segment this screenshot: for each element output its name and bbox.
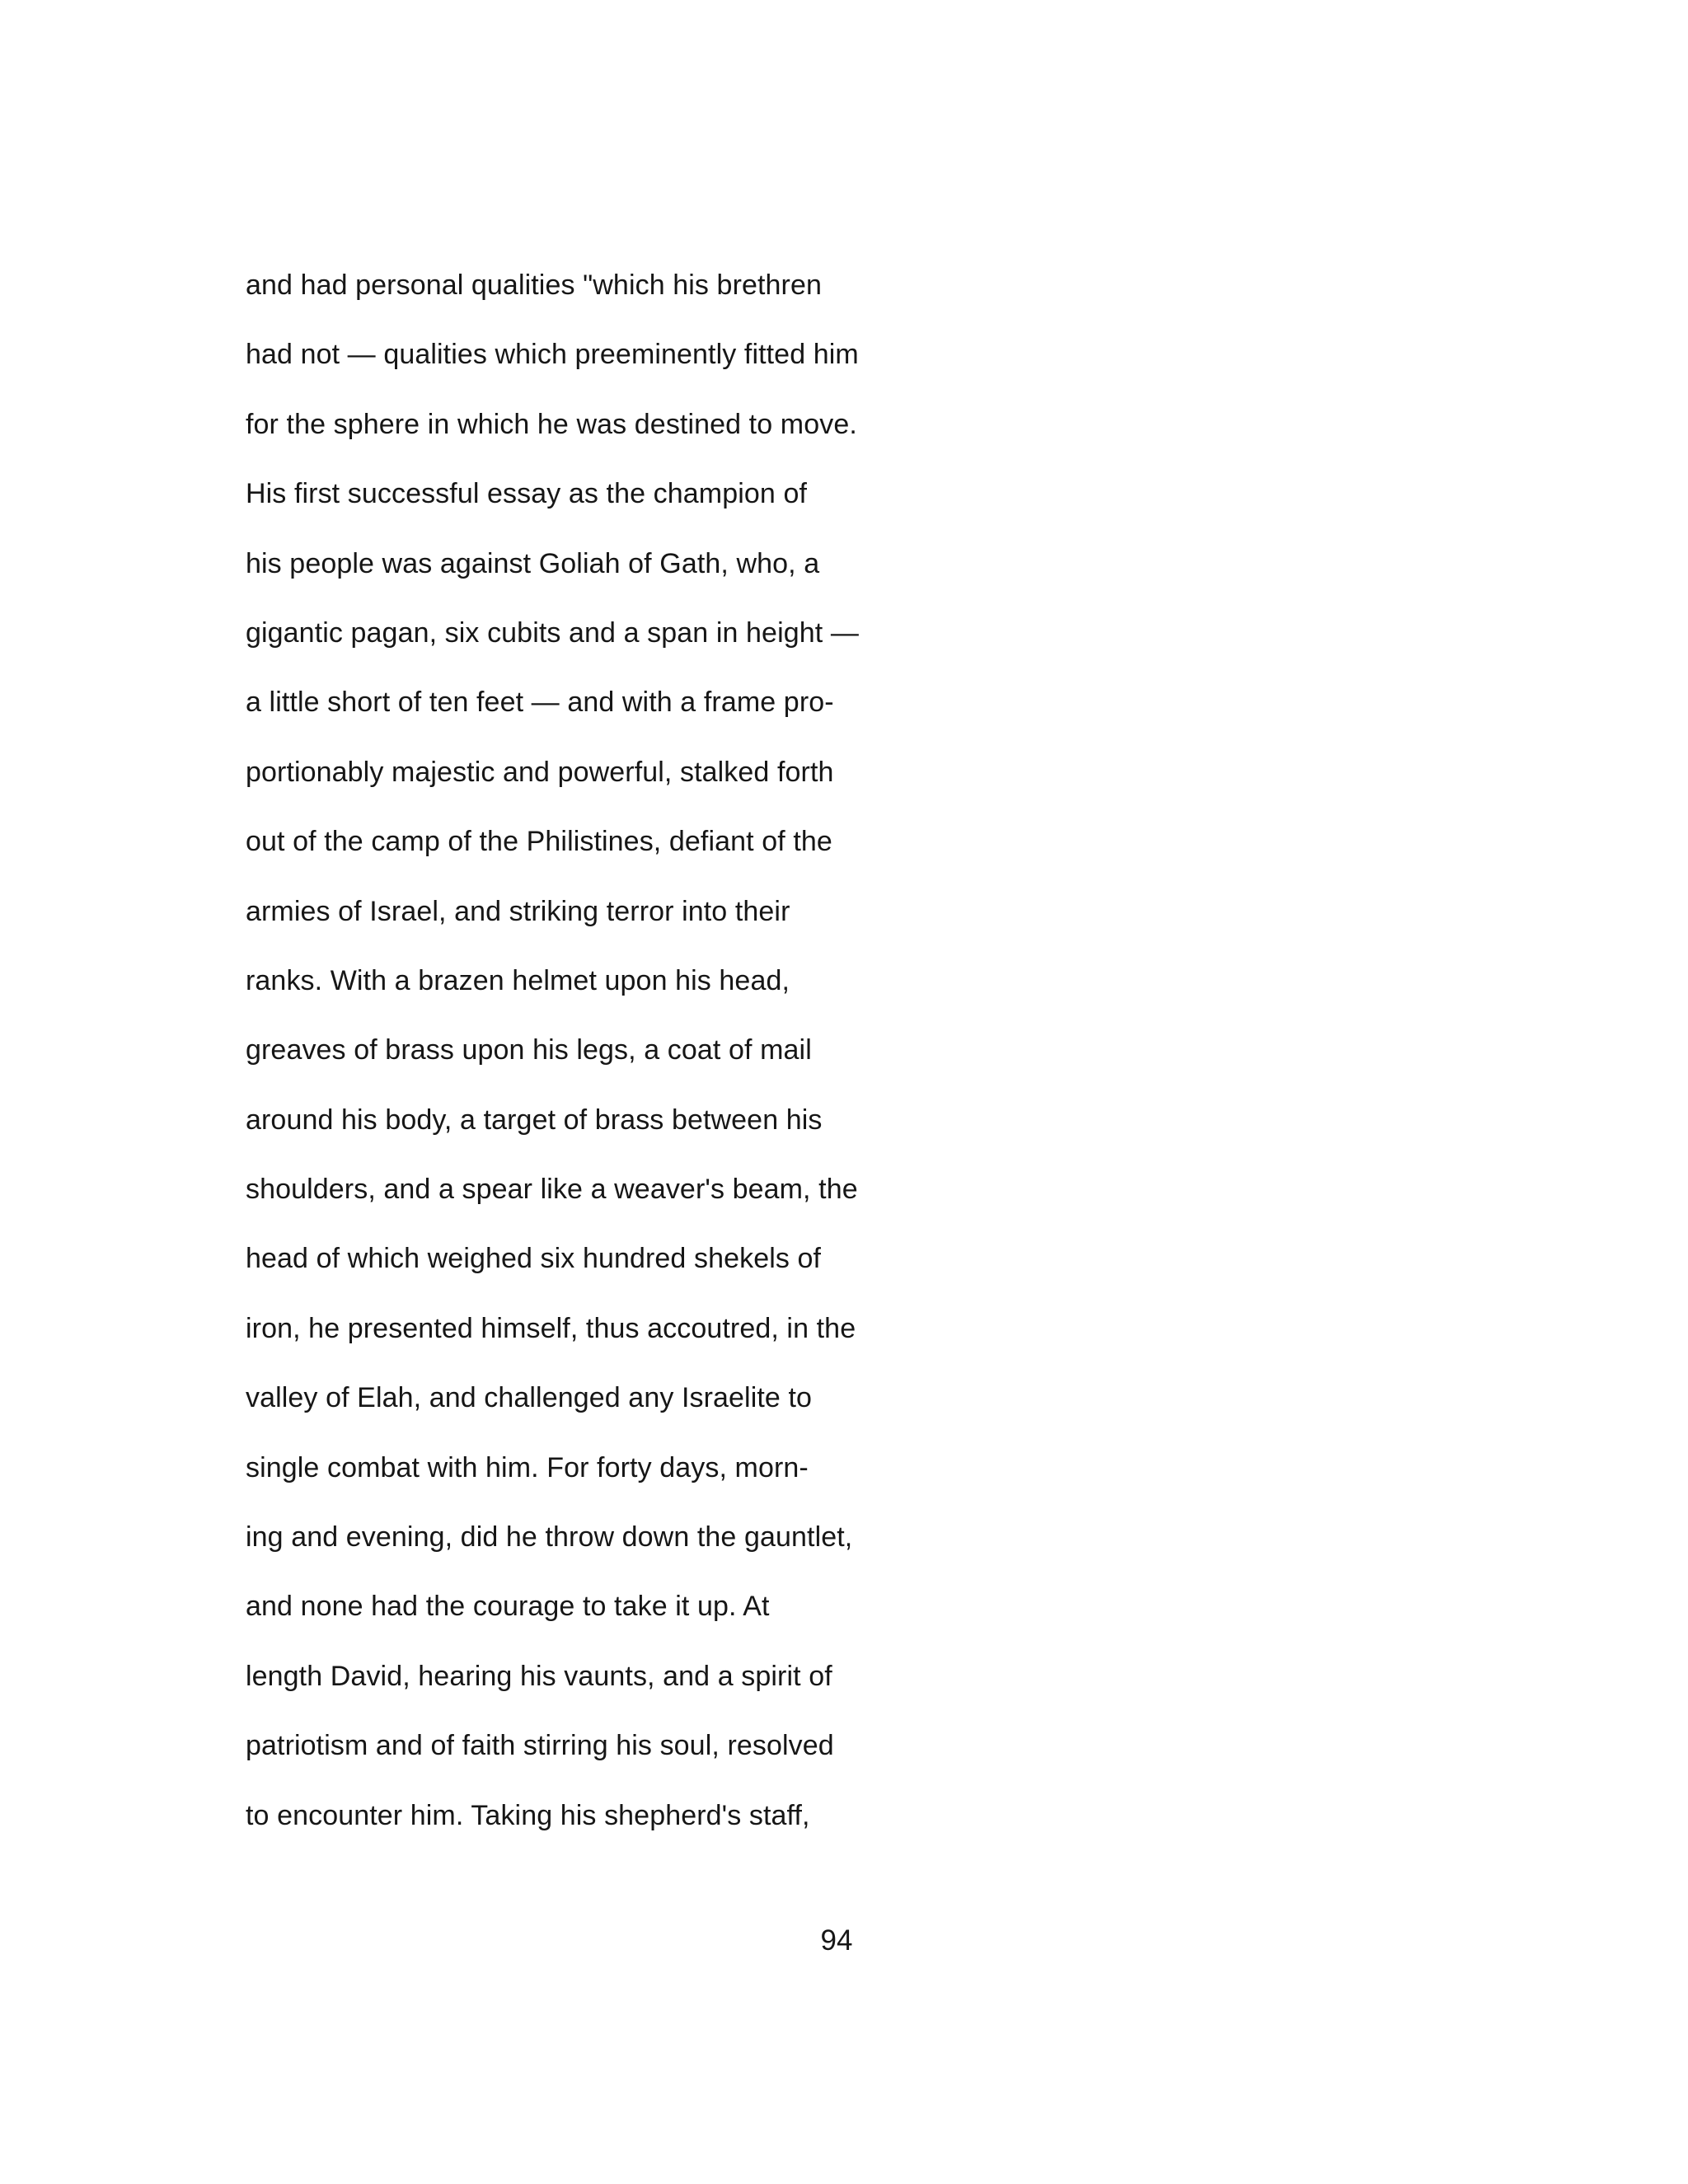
text-line: out of the camp of the Philistines, defiant of the bbox=[246, 826, 832, 858]
text-line: had not — qualities which preeminently fitted him bbox=[246, 339, 859, 371]
text-line: patriotism and of faith stirring his soul, resolved bbox=[246, 1730, 834, 1762]
text-line: for the sphere in which he was destined to move. bbox=[246, 408, 857, 440]
text-line: iron, he presented himself, thus accoutred, in the bbox=[246, 1312, 856, 1344]
text-line: ranks. With a brazen helmet upon his head, bbox=[246, 964, 790, 996]
text-line: single combat with him. For forty days, morn- bbox=[246, 1451, 809, 1483]
text-line: head of which weighed six hundred shekels of bbox=[246, 1243, 822, 1275]
text-line: and had personal qualities "which his brethren bbox=[246, 269, 822, 301]
text-line: valley of Elah, and challenged any Israelite to bbox=[246, 1382, 813, 1414]
text-line: length David, hearing his vaunts, and a spirit of bbox=[246, 1660, 832, 1692]
text-line: portionably majestic and powerful, stalked forth bbox=[246, 756, 834, 788]
text-line: His first successful essay as the champion of bbox=[246, 478, 807, 510]
text-line: a little short of ten feet — and with a frame pro- bbox=[246, 687, 834, 719]
text-line: shoulders, and a spear like a weaver's beam, the bbox=[246, 1174, 858, 1206]
text-line: and none had the courage to take it up. At bbox=[246, 1591, 770, 1623]
text-line: armies of Israel, and striking terror into their bbox=[246, 895, 790, 927]
text-line: greaves of brass upon his legs, a coat of mail bbox=[246, 1034, 812, 1066]
text-line: gigantic pagan, six cubits and a span in height — bbox=[246, 616, 859, 649]
text-line: around his body, a target of brass between his bbox=[246, 1104, 823, 1136]
text-line: to encounter him. Taking his shepherd's staff, bbox=[246, 1799, 810, 1831]
text-line: ing and evening, did he throw down the gauntlet, bbox=[246, 1521, 853, 1554]
page-number: 94 bbox=[820, 1924, 853, 1957]
body-text bbox=[246, 262, 1564, 1862]
text-line: his people was against Goliah of Gath, who, a bbox=[246, 547, 820, 579]
